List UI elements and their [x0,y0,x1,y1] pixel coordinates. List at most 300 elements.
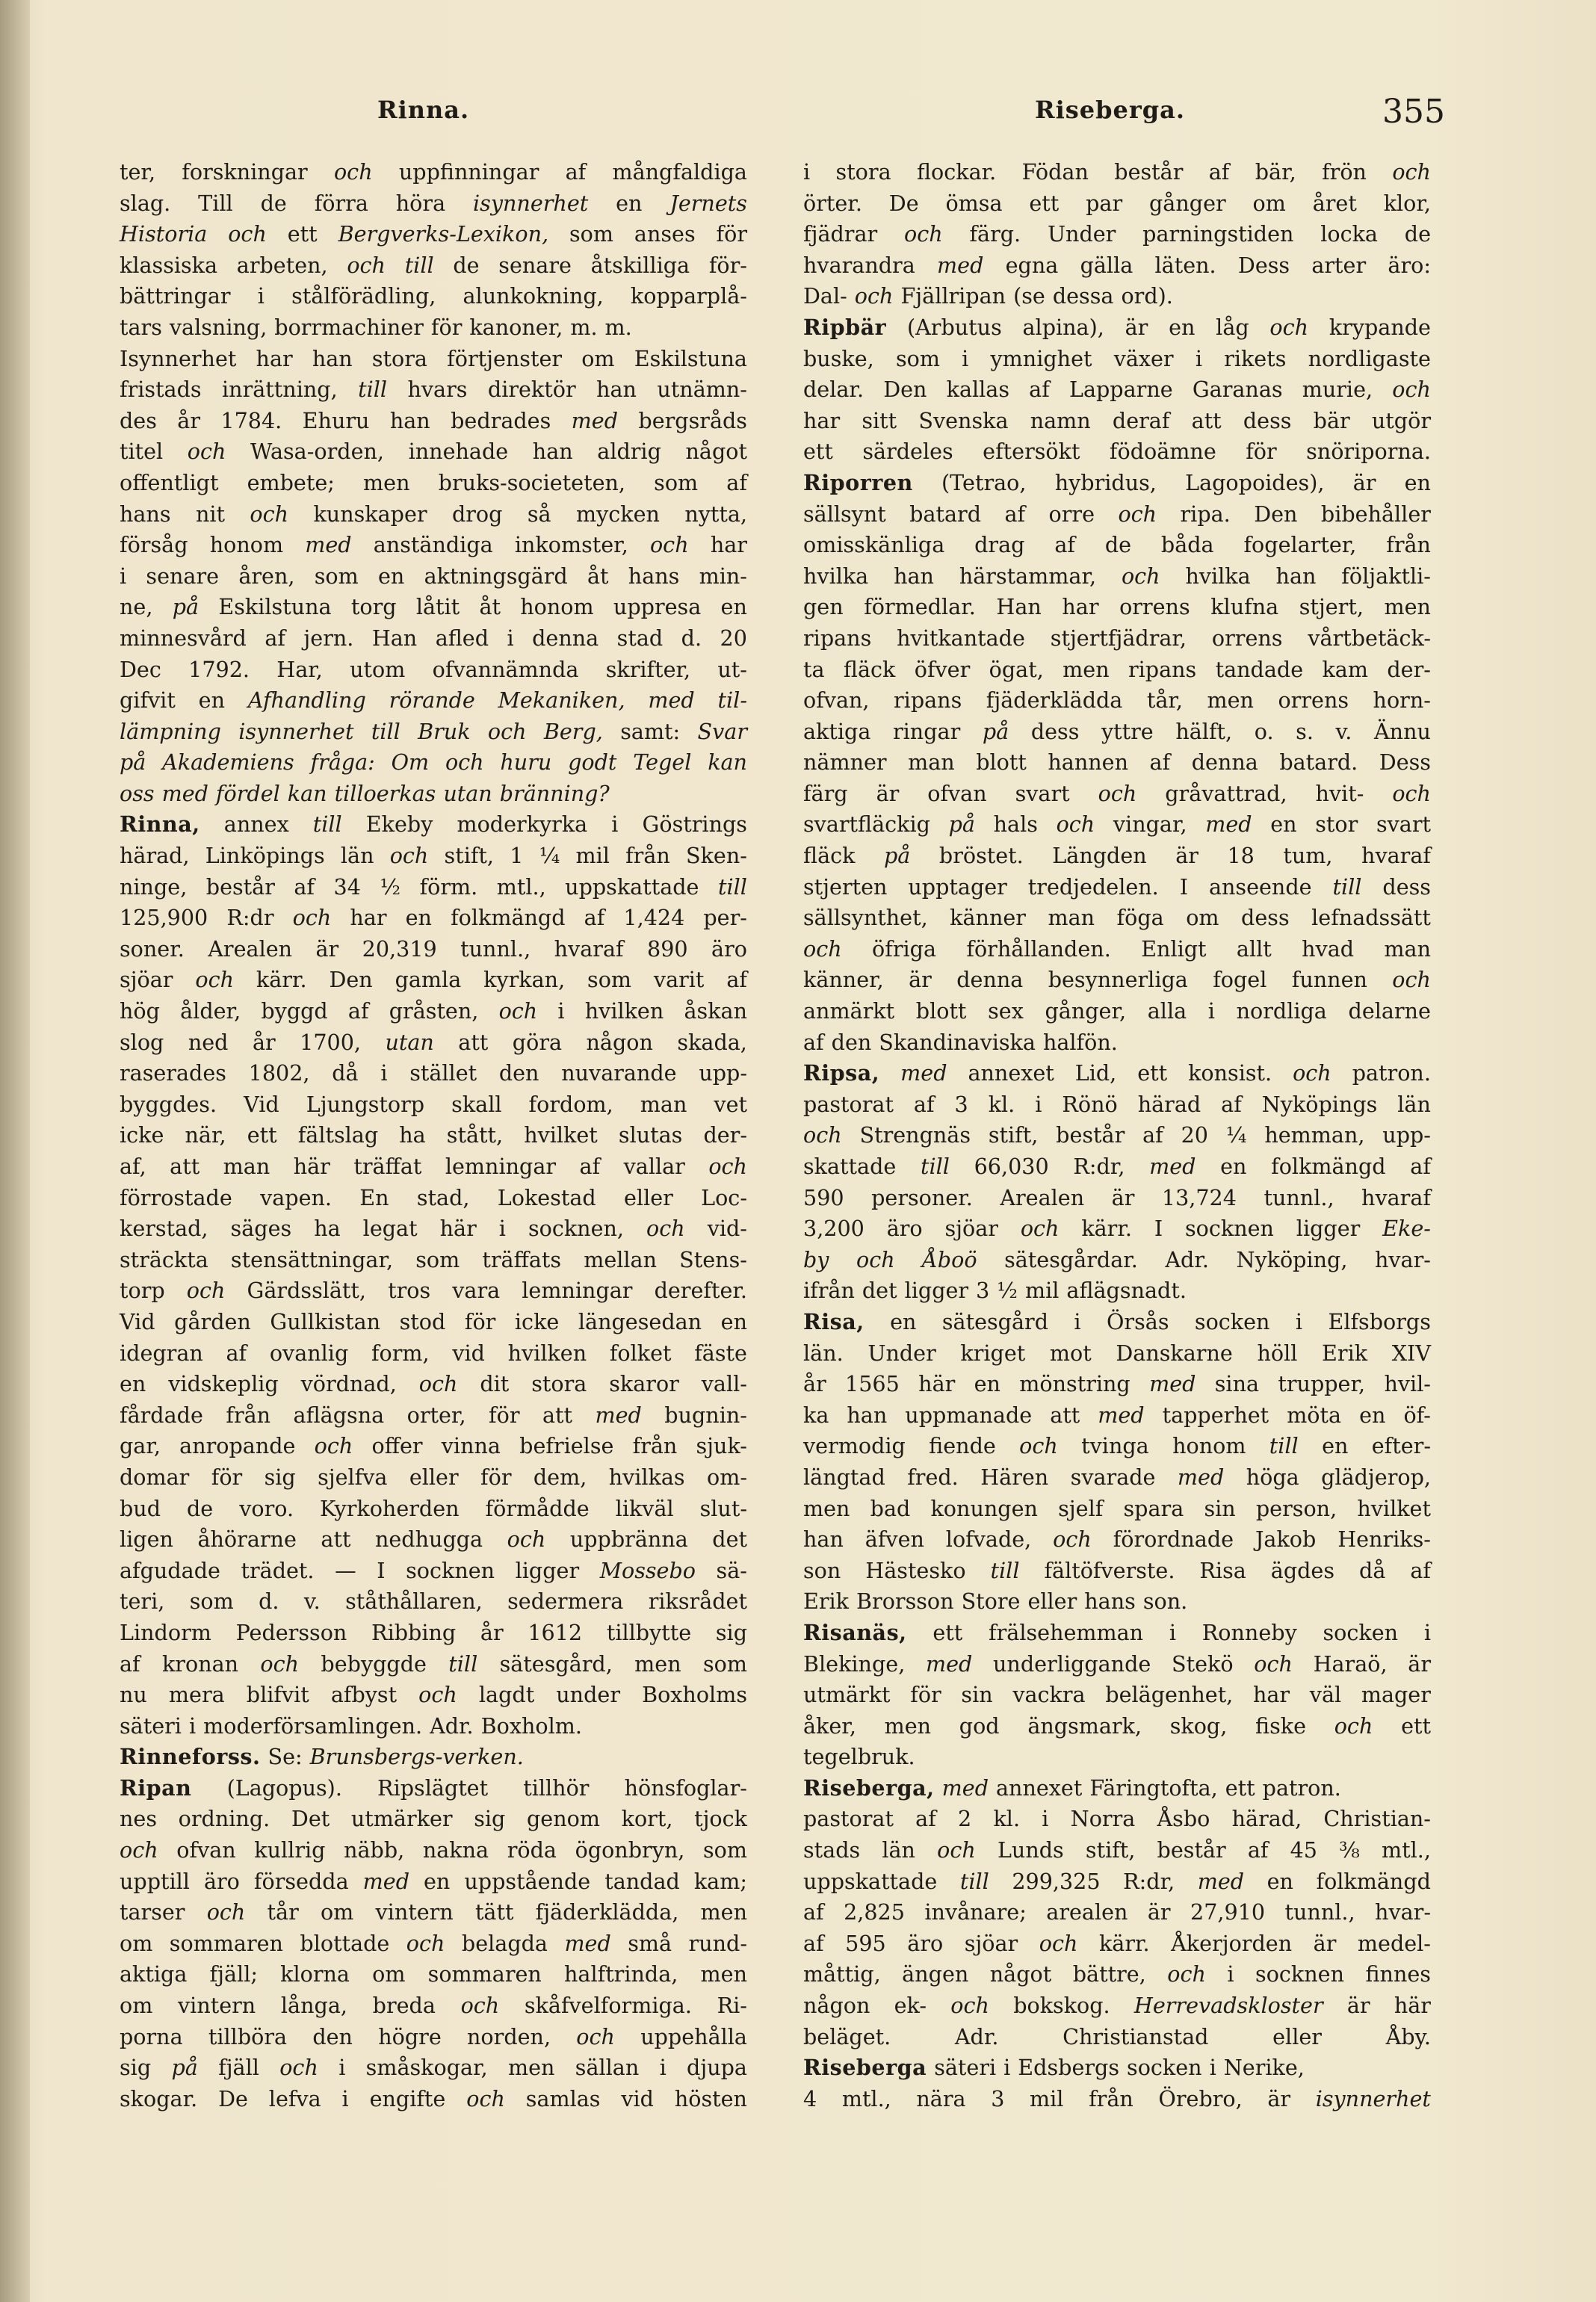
word: En [359,1184,389,1210]
word: des [120,407,157,433]
word: förmådde [485,1495,590,1521]
word: af [1247,1837,1269,1863]
word: åt [587,563,609,589]
word: föga [1116,905,1164,931]
text-line [803,1556,1431,1587]
word: från [226,1402,271,1428]
word: Lid, [1074,1060,1117,1086]
italic-word: och [1392,780,1431,806]
word: af [1410,1154,1431,1179]
word: af [1054,532,1075,558]
italic-word: Akademiens [162,749,294,776]
word: för [464,1308,496,1334]
word: gånger [1149,190,1226,216]
word: om [372,1961,406,1987]
word: klor, [1383,190,1431,216]
word: utmärker [350,1806,453,1832]
word: i [611,811,619,838]
word: Örebro, [1158,2085,1243,2111]
word: är [1267,2085,1291,2111]
word: 27,910 [1190,1899,1266,1925]
word: R:dr [226,905,274,931]
word: här [439,1216,477,1242]
word: tvinga [1081,1433,1149,1459]
word: för [716,221,747,247]
word: ligen [120,1526,173,1553]
word: fjäderklädda [986,687,1123,714]
word: det [712,1526,747,1553]
word: sig [715,1619,747,1645]
word: yttre [1101,718,1154,744]
word: afbyst [330,1682,398,1708]
word: ned [188,1029,229,1055]
italic-word: och [445,749,484,776]
word: dess [1382,873,1431,900]
running-header-left: Rinna. [377,96,470,124]
word: något [989,1961,1052,1987]
word: fred. [907,1464,959,1490]
italic-word: och [466,2085,505,2111]
word: göra [512,1029,563,1055]
word: Dec [120,656,161,682]
word: de [1404,221,1431,247]
word: Han [996,594,1042,620]
word: belägenhet, [1105,1682,1234,1708]
word: tillhör [523,1775,590,1801]
word: Dess [1379,749,1431,776]
text-line [120,934,747,965]
word: men [700,1961,747,1987]
word: 125,900 [120,905,208,931]
word: bebyggde [321,1650,427,1677]
italic-word: till [312,811,342,838]
word: (Arbutus [906,314,1002,340]
word: lemningar [522,1278,633,1304]
word: kl. [988,1091,1015,1117]
word: klufna [1210,594,1279,620]
italic-word: oss [120,780,155,806]
word: eller [624,1184,673,1210]
word: då [332,1060,359,1086]
word: men [884,1712,932,1739]
italic-word: på [172,594,200,620]
word: hälft, [1175,718,1233,744]
word: Gärdsslätt, [247,1278,367,1304]
word: när, [185,1122,226,1148]
word: upp- [1382,1122,1431,1148]
word: krypande [1329,314,1431,340]
text-line [803,219,1431,250]
word: aflägsna [293,1402,385,1428]
word: ofvan [176,1837,236,1863]
entry-headword: Risa, [803,1308,864,1334]
italic-word: och [708,1154,747,1179]
word: skall [451,1091,502,1117]
word: bibehåller [1320,501,1431,527]
word: sätesgård, [499,1650,613,1677]
word: stift, [988,1122,1039,1148]
word: förra [314,190,368,216]
text-line [803,157,1431,188]
italic-word: och [120,1837,158,1863]
text-line [803,1058,1431,1089]
word: som [415,1246,460,1272]
word: vid- [707,1216,747,1242]
word: domar [120,1464,190,1490]
word: hvilken [507,1340,587,1366]
word: vingar, [1113,811,1187,838]
word: fårdade [120,1402,203,1428]
word: 299,325 [1012,1868,1101,1894]
word: förhållanden. [966,935,1111,962]
word: rikets [1224,345,1287,371]
word: ofvan [927,780,987,806]
italic-word: tilloerkas [334,780,436,806]
word: likväl [615,1495,674,1521]
word: om [120,1930,153,1956]
text-line [120,1773,747,1804]
word: småskogar, [365,2055,488,2081]
word: ter, [120,159,156,185]
word: De [218,2085,248,2111]
text-line [120,872,747,903]
word: då [1359,1557,1386,1583]
italic-word: utan [443,780,492,806]
word: Lindorm [120,1619,211,1645]
word: arealen [1046,1899,1128,1925]
text-line [803,1586,1431,1618]
word: bedrades [451,407,551,433]
word: besynnerliga [1048,967,1188,993]
word: af [1142,1122,1163,1148]
word: ofvan, [803,687,870,714]
word: murie, [1302,377,1373,403]
word: par [1086,190,1123,216]
word: län [1397,1091,1431,1117]
word: af [1410,1557,1431,1583]
word: torp [120,1278,165,1304]
word: fogelarter, [1243,532,1357,558]
word: horn- [1373,687,1431,714]
word: för [211,1464,243,1490]
word: 4 [803,2085,817,2111]
word: tarser [120,1899,185,1925]
word: kärr. [256,967,307,993]
word: Den [883,377,927,403]
italic-word: och [418,1371,458,1397]
word: Åsbo [1157,1806,1210,1832]
word: aktiga [120,1961,188,1987]
text-line [803,841,1431,872]
italic-word: til- [717,687,747,714]
word: lefnadssätt [1311,905,1431,931]
word: Edsbergs [1018,2055,1120,2081]
word: I [1154,1216,1163,1242]
word: af [803,1029,824,1055]
word: åskan [684,998,747,1024]
entry-headword: Ripbär [803,314,887,340]
word: i [1042,1806,1049,1832]
word: 20,319 [362,935,437,962]
word: engifte [369,2085,446,2111]
word: konungen [930,1495,1038,1521]
italic-word: och [1392,967,1431,993]
italic-word: och [228,221,267,247]
entry-headword: Riseberga, [803,1775,935,1801]
word: fäste [694,1340,747,1366]
word: tillböra [208,2023,288,2049]
word: mtl., [496,873,546,900]
word: träffat [353,1154,422,1179]
word: glädjerop, [1321,1464,1431,1490]
word: vidskeplig [168,1371,279,1397]
word: i [659,2055,666,2081]
italic-word: utan [385,1029,434,1055]
word: vördnad, [300,1371,397,1397]
word: mönstring [1019,1371,1130,1397]
italic-word: Historia [120,221,208,247]
text-line [803,717,1431,748]
word: som [654,469,699,495]
word: bad [870,1495,911,1521]
word: arter [1311,252,1367,278]
italic-word: och [1019,1433,1058,1459]
text-line [120,219,747,250]
text-line [803,2052,1431,2084]
word: Nyköping, [1236,1246,1348,1272]
italic-word: och [856,1246,895,1272]
word: i [1003,2055,1011,2081]
word: någon [803,1993,870,2019]
word: underliggande [993,1650,1151,1677]
text-line [120,1275,747,1307]
word: Christian- [1323,1806,1431,1832]
word: hvil- [1384,1371,1431,1397]
word: Brorsson [856,1588,954,1615]
text-line [803,406,1431,437]
word: bröstet. [938,843,1024,869]
word: att [542,1402,572,1428]
word: eller [409,1464,459,1490]
word: tapperhet [1162,1402,1269,1428]
italic-word: till [448,1650,478,1677]
italic-word: på [171,2055,198,2081]
text-line [120,1586,747,1618]
italic-word: och [803,935,842,962]
italic-word: Bruk [418,718,471,744]
word: nakna [422,1837,489,1863]
word: om- [706,1464,747,1490]
word: stjert, [1299,594,1364,620]
word: en [405,905,432,931]
text-line [803,996,1431,1027]
word: icke [514,1308,560,1334]
word: skaror [609,1371,679,1397]
word: mager [1361,1682,1431,1708]
word: finnes [1365,1961,1431,1987]
word: kort, [621,1806,673,1832]
word: ett [1225,1775,1255,1801]
word: i [257,283,265,309]
italic-word: och [195,967,235,993]
word: i [341,2085,349,2111]
word: år [803,1371,826,1397]
word: stora [531,1371,587,1397]
word: buske, [803,345,874,371]
text-line [803,281,1431,312]
word: lofvade, [945,1526,1032,1553]
italic-word: och [206,1899,246,1925]
text-line [120,1897,747,1928]
text-line [803,1027,1431,1059]
word: medel- [1357,1930,1431,1956]
word: hvilket [524,1122,598,1148]
word: bugnin- [664,1402,747,1428]
word: man [908,749,955,776]
word: nära [916,2085,966,2111]
word: mycken [575,501,660,527]
word: som [702,1837,747,1863]
word: röda [507,1837,557,1863]
italic-word: Tegel [633,749,692,776]
text-line [803,1897,1431,1928]
word: läten. [1154,252,1216,278]
word: län [340,843,374,869]
word: invånare; [924,1899,1027,1925]
italic-word: och [187,439,226,465]
word: län [882,1837,915,1863]
italic-word: och [937,1837,976,1863]
word: der- [703,1122,747,1148]
word: väl [1309,1682,1342,1708]
text-line [120,809,747,841]
word: i [803,159,811,185]
word: Nerike, [1223,2055,1305,2081]
left-column [120,157,747,2114]
word: hvilkas [608,1464,685,1490]
word: porna [120,2023,183,2049]
italic-word: och [1118,501,1157,527]
word: kopparplå- [630,283,747,309]
word: Den [1254,501,1298,527]
italic-word: på [120,749,146,776]
text-line [120,1866,747,1898]
italic-word: och [460,1993,500,2019]
text-line [803,592,1431,623]
word: svart [1376,811,1431,838]
word: orrens [1211,625,1283,651]
word: vermodig [803,1433,906,1459]
word: sjöar [120,967,173,993]
italic-word: till [959,1868,989,1894]
word: födoämne [1109,439,1216,465]
text-line [803,1928,1431,1960]
word: Boxholms [642,1682,747,1708]
word: sätesgård [941,1308,1049,1334]
word: bruks-societeten, [438,469,625,495]
word: 595 [845,1930,886,1956]
italic-word: med [1098,1402,1145,1428]
word: eller [1027,1588,1077,1615]
italic-word: och [292,905,332,931]
italic-word: med [1197,1868,1245,1894]
text-line [803,1618,1431,1649]
text-line [120,250,747,282]
word: slag. [120,190,171,216]
word: Hären [980,1464,1049,1490]
word: har [350,905,387,931]
word: är [1175,843,1198,869]
word: ord). [1121,283,1173,309]
italic-word: till [404,252,434,278]
word: slog [120,1029,164,1055]
text-line [120,1058,747,1089]
italic-word: till [990,1557,1020,1583]
word: samlas [525,2085,601,2111]
italic-word: till [358,377,388,403]
italic-word: och [1254,1650,1293,1677]
word: upptill [120,1868,190,1894]
word: folkmängd [1316,1868,1431,1894]
word: öf- [1403,1402,1431,1428]
italic-word: och [507,1526,546,1553]
word: dessa [1052,283,1114,309]
italic-word: med [648,687,695,714]
italic-word: och [649,532,689,558]
word: fristads [120,377,202,403]
word: här [918,1371,956,1397]
italic-word: och [1392,377,1431,403]
word: batard. [1279,749,1358,776]
word: uppstående [464,1868,591,1894]
word: af [913,1091,935,1117]
word: Blekinge, [803,1650,906,1677]
word: ömsa [945,190,1003,216]
text-line [120,1338,747,1370]
text-line [120,592,747,623]
word: öfriga [872,935,936,962]
word: bär [1313,407,1350,433]
word: Sken- [686,843,747,869]
word: ståthållaren, [345,1588,483,1615]
word: Loc- [701,1184,747,1210]
word: Lokestad [497,1184,596,1210]
word: han [847,1402,888,1428]
word: ut- [717,656,747,682]
word: af [1004,501,1026,527]
word: han [803,1526,844,1553]
word: Under [867,1340,936,1366]
italic-word: och [418,1682,457,1708]
italic-word: Brunsbergs-verken. [309,1744,524,1770]
italic-word: Jernets [669,190,747,216]
text-line [803,1866,1431,1898]
word: uppehålla [640,2023,747,2049]
italic-word: fråga: [310,749,375,776]
word: per- [703,905,747,931]
word: han [532,439,573,465]
word: en [424,1868,451,1894]
word: person, [1255,1495,1337,1521]
word: trädet. [241,1557,315,1583]
word: skogar. [120,2085,198,2111]
word: längtad [803,1464,885,1490]
word: man [640,1091,687,1117]
word: ögat, [989,656,1044,682]
word: mtl., [841,2085,891,2111]
word: ifrån [803,1278,855,1304]
word: en [974,1371,1000,1397]
